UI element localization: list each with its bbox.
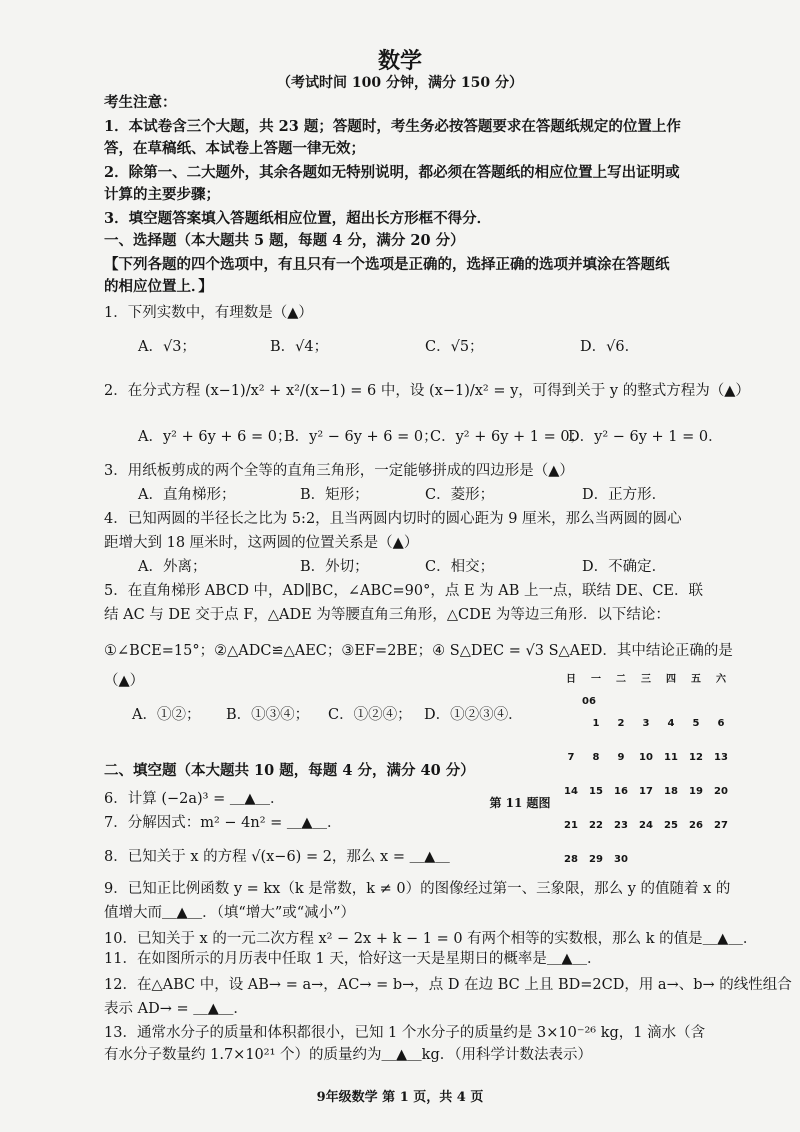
calendar-weekday: 二 [616,674,626,685]
calendar-day: 1 [592,718,600,729]
calendar-day: 3 [642,718,650,729]
calendar-day: 22 [589,820,603,831]
question-9-line-2: 值增大而＿▲＿．（填“增大”或“减小”） [104,905,356,921]
calendar-day: 27 [714,820,728,831]
calendar-figure [489,670,740,870]
calendar-weekday: 五 [691,674,701,685]
q4-option-a: A．外离； [138,559,207,575]
calendar-day: 29 [589,854,603,865]
q2-option-a: A．y² + 6y + 6 = 0； [138,429,292,445]
q1-option-a: A．√3； [138,339,196,355]
question-9-line-1: 9．已知正比例函数 y = kx（k 是常数，k ≠ 0）的图像经过第一、三象限，那么 y 的值随着 x 的 [104,881,731,897]
calendar-weekday: 四 [666,674,676,685]
calendar-day: 26 [689,820,703,831]
q1-option-d: D．√6． [580,339,640,355]
question-5-line-1: 5．在直角梯形 ABCD 中，AD∥BC，∠ABC=90°，点 E 为 AB 上一点，联结 DE、CE．联 [104,583,704,599]
calendar-day: 17 [639,786,653,797]
question-1: 1．下列实数中，有理数是（▲） [104,305,313,321]
calendar-day: 14 [564,786,578,797]
q4-option-b: B．外切； [300,559,369,575]
question-11: 11．在如图所示的月历表中任取 1 天，恰好这一天是星期日的概率是＿▲＿． [104,951,602,967]
section-1-instruction: 【下列各题的四个选项中，有且只有一个选项是正确的，选择正确的选项并填涂在答题纸 [104,256,670,273]
question-4: 4．已知两圆的半径长之比为 5:2，且当两圆内切时的圆心距为 9 厘米，那么当两圆的圆心 [104,511,682,527]
calendar-weekday: 六 [716,674,726,685]
page-footer: 9年级数学 第 1 页，共 4 页 [316,1090,484,1105]
question-12-line-1: 12．在△ABC 中，设 AB→ = a→，AC→ = b→，点 D 在边 BC 上且 BD=2CD，用 a→、b→ 的线性组合 [104,977,792,993]
question-10: 10．已知关于 x 的一元二次方程 x² − 2x + k − 1 = 0 有两个相等的实数根，那么 k 的值是＿▲＿． [104,931,758,947]
exam-info: （考试时间 100 分钟，满分 150 分） [277,75,523,91]
section-1-instruction-b: 的相应位置上．】 [104,278,213,295]
calendar-day: 13 [714,752,728,763]
q4-option-d: D．不确定． [582,559,667,575]
calendar-day: 19 [689,786,703,797]
calendar-weekday: 一 [591,674,601,685]
q2-option-c: C．y² + 6y + 1 = 0； [430,429,585,445]
question-5-line-4: （▲） [104,673,145,689]
calendar-weekday: 三 [641,674,651,685]
calendar-day: 25 [664,820,678,831]
question-3: 3．用纸板剪成的两个全等的直角三角形，一定能够拼成的四边形是（▲） [104,463,574,479]
question-13-line-2: 有水分子数量约 1.7×10²¹ 个）的质量约为＿▲＿kg．（用科学计数法表示） [104,1047,592,1063]
notice-line-1b: 答，在草稿纸、本试卷上答题一律无效； [104,140,365,157]
calendar-day: 20 [714,786,728,797]
calendar-day: 11 [664,752,678,763]
question-8: 8．已知关于 x 的方程 √(x−6) = 2，那么 x = ＿▲＿ [104,849,450,865]
notice-line-1: 1．本试卷含三个大题，共 23 题；答题时，考生务必按答题要求在答题纸规定的位置上作 [104,118,681,135]
question-6: 6．计算 (−2a)³ = ＿▲＿． [104,791,285,807]
q1-option-c: C．√5； [425,339,484,355]
q5-option-a: A．①②； [132,707,201,723]
calendar-month: 06 [582,696,596,707]
calendar-day: 4 [667,718,675,729]
calendar-day: 2 [617,718,625,729]
calendar-day: 28 [564,854,578,865]
q3-option-c: C．菱形； [425,487,495,503]
q5-option-b: B．①③④； [226,707,310,723]
q2-option-b: B．y² − 6y + 6 = 0； [284,429,438,445]
calendar-day: 18 [664,786,678,797]
q3-option-b: B．矩形； [300,487,369,503]
calendar-day: 12 [689,752,703,763]
calendar-caption: 第 11 题图 [489,796,551,810]
q1-option-b: B．√4； [270,339,329,355]
q5-option-d: D．①②③④． [424,707,523,723]
calendar-day: 24 [639,820,653,831]
calendar-day: 7 [567,752,575,763]
question-7: 7．分解因式：m² − 4n² = ＿▲＿． [104,815,342,831]
notice-line-2b: 计算的主要步骤； [104,186,220,203]
calendar-day: 16 [614,786,628,797]
calendar-day: 5 [692,718,700,729]
question-5-line-2: 结 AC 与 DE 交于点 F，△ADE 为等腰直角三角形，△CDE 为等边三角形．以下结论： [104,607,670,623]
section-1-heading: 一、选择题（本大题共 5 题，每题 4 分，满分 20 分） [104,232,465,249]
q3-option-a: A．直角梯形； [138,487,236,503]
calendar-day: 10 [639,752,653,763]
page-title: 数学 [377,48,422,74]
q3-option-d: D．正方形． [582,487,667,503]
calendar-weekday: 日 [566,674,576,685]
question-13-line-1: 13．通常水分子的质量和体积都很小，已知 1 个水分子的质量约是 3×10⁻²⁶ kg，1 滴水（含 [104,1025,706,1041]
calendar-day: 21 [564,820,578,831]
q5-option-c: C．①②④； [328,707,412,723]
question-5-line-3: ①∠BCE=15°；②△ADC≌△AEC；③EF=2BE；④ S△DEC = √3 S△AED．其中结论正确的是 [104,643,733,659]
q4-option-c: C．相交； [425,559,495,575]
calendar-day: 8 [592,752,600,763]
q2-option-d: D．y² − 6y + 1 = 0． [568,429,723,445]
calendar-day: 9 [617,752,625,763]
section-2-heading: 二、填空题（本大题共 10 题，每题 4 分，满分 40 分） [104,762,475,779]
notice-line-3: 3．填空题答案填入答题纸相应位置，超出长方形框不得分． [104,210,492,227]
calendar-day: 23 [614,820,628,831]
notice-heading: 考生注意： [104,94,177,111]
calendar-day: 15 [589,786,603,797]
question-4-b: 距增大到 18 厘米时，这两圆的位置关系是（▲） [104,535,419,551]
calendar-day: 30 [614,854,628,865]
calendar-day: 6 [717,718,725,729]
question-12-line-2: 表示 AD→ = ＿▲＿． [104,1001,248,1017]
notice-line-2: 2．除第一、二大题外，其余各题如无特别说明，都必须在答题纸的相应位置上写出证明或 [104,164,680,181]
question-2: 2．在分式方程 (x−1)/x² + x²/(x−1) = 6 中，设 (x−1)/x² = y，可得到关于 y 的整式方程为（▲） [104,383,750,399]
